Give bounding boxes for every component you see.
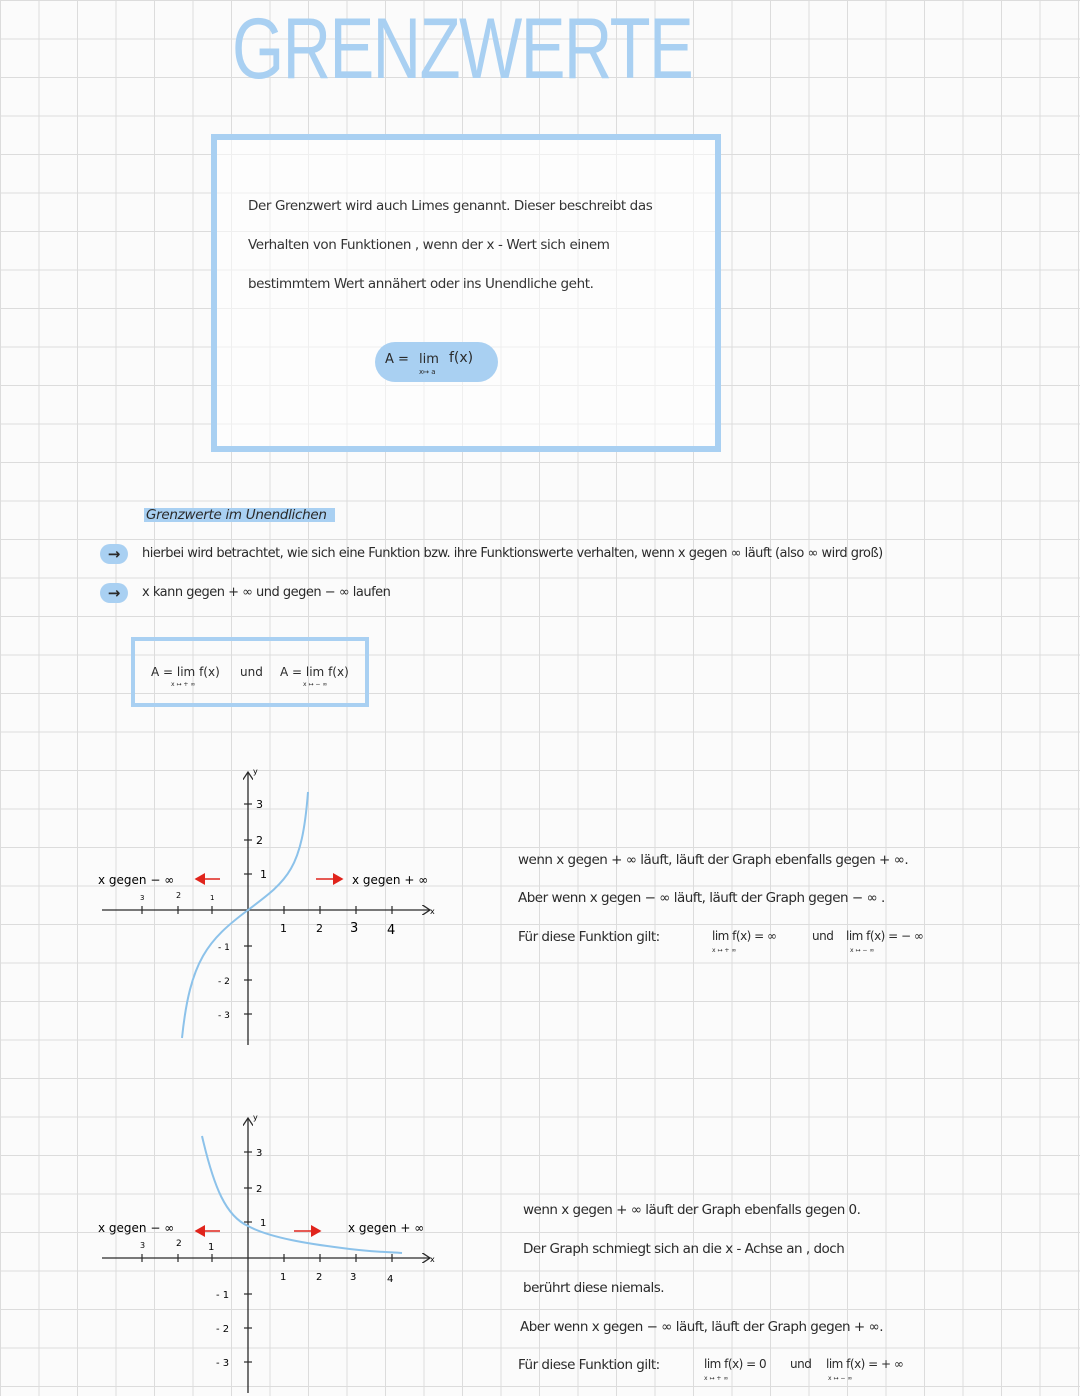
graph1-lim-minus-sub: x ↦ − ∞ bbox=[850, 947, 875, 954]
graph2-lim-plus: lim f(x) = 0 bbox=[704, 1357, 767, 1371]
ticks bbox=[142, 1152, 392, 1362]
arrow-bullet-icon: → bbox=[100, 583, 128, 603]
y-tick-3: 3 bbox=[256, 798, 263, 811]
graph-1 bbox=[90, 760, 450, 1050]
curve-cubic bbox=[182, 792, 308, 1038]
formula-lhs: A = bbox=[385, 352, 409, 367]
graph1-desc-1: wenn x gegen + ∞ läuft, läuft der Graph ebenfalls gegen + ∞. bbox=[518, 852, 909, 868]
formula-lim: lim bbox=[419, 352, 439, 367]
graph2-lim-minus: lim f(x) = + ∞ bbox=[826, 1357, 904, 1371]
graph2-right-label: x gegen + ∞ bbox=[348, 1221, 425, 1235]
x-axis-label: x bbox=[430, 1255, 435, 1264]
x-tick-neg-3: 3 bbox=[140, 1241, 146, 1250]
formula-sub: x↦ a bbox=[419, 368, 436, 376]
graph2-desc-2: Der Graph schmiegt sich an die x - Achse an , doch bbox=[523, 1241, 845, 1257]
graph2-desc-5: Für diese Funktion gilt: bbox=[518, 1357, 660, 1373]
x-tick-4: 4 bbox=[387, 923, 396, 938]
y-tick-3: 3 bbox=[256, 1148, 263, 1159]
graph1-lim-minus: lim f(x) = − ∞ bbox=[846, 929, 924, 943]
graph2-desc-1: wenn x gegen + ∞ läuft der Graph ebenfalls gegen 0. bbox=[523, 1202, 861, 1218]
section-heading: Grenzwerte im Unendlichen bbox=[144, 508, 335, 522]
graph1-lim-plus: lim f(x) = ∞ bbox=[712, 929, 777, 943]
graph2-left-label: x gegen − ∞ bbox=[98, 1221, 175, 1235]
graph2-desc-4: Aber wenn x gegen − ∞ läuft, läuft der Graph gegen + ∞. bbox=[520, 1319, 884, 1335]
y-tick-neg-3: - 3 bbox=[218, 1011, 230, 1021]
x-tick-neg-1: 1 bbox=[210, 894, 215, 902]
graph1-lim-plus-sub: x ↦ + ∞ bbox=[712, 947, 737, 954]
y-tick-1: 1 bbox=[260, 1218, 267, 1229]
graph1-desc-2: Aber wenn x gegen − ∞ läuft, läuft der Graph gegen − ∞ . bbox=[518, 890, 885, 906]
graph2-desc-3: berührt diese niemals. bbox=[523, 1280, 665, 1296]
x-tick-1: 1 bbox=[280, 1272, 287, 1283]
y-tick-neg-3: - 3 bbox=[216, 1358, 230, 1369]
x-tick-neg-1: 1 bbox=[208, 1242, 215, 1253]
formula-fx: f(x) bbox=[449, 350, 474, 366]
y-axis-label: y bbox=[253, 767, 258, 776]
x-tick-4: 4 bbox=[387, 1274, 394, 1285]
graph2-lim-minus-sub: x ↦ − ∞ bbox=[828, 1375, 853, 1382]
bullet-text-1: hierbei wird betrachtet, wie sich eine Funktion bzw. ihre Funktionswerte verhalten, wenn x gegen ∞ läuft (also ∞ wird groß) bbox=[142, 546, 883, 561]
x-tick-3: 3 bbox=[350, 1272, 357, 1283]
graph1-und: und bbox=[812, 929, 834, 943]
y-tick-2: 2 bbox=[256, 1184, 263, 1195]
x-tick-1: 1 bbox=[280, 922, 287, 935]
x-axis-label: x bbox=[430, 907, 435, 916]
y-tick-neg-2: - 2 bbox=[216, 1324, 230, 1335]
definition-line-2: Verhalten von Funktionen , wenn der x - Wert sich einem bbox=[248, 237, 610, 253]
formula-minus-infinity-sub: x ↦ − ∞ bbox=[303, 681, 328, 688]
formula-plus-infinity-sub: x ↦ + ∞ bbox=[171, 681, 196, 688]
arrow-bullet-icon: → bbox=[100, 544, 128, 564]
x-tick-3: 3 bbox=[350, 921, 359, 936]
x-tick-2: 2 bbox=[316, 1272, 323, 1283]
ticks bbox=[142, 804, 392, 1014]
y-tick-2: 2 bbox=[256, 834, 263, 847]
graph2-und: und bbox=[790, 1357, 812, 1371]
y-tick-neg-2: - 2 bbox=[218, 977, 230, 987]
x-tick-2: 2 bbox=[316, 922, 323, 935]
definition-box bbox=[211, 134, 721, 452]
definition-line-1: Der Grenzwert wird auch Limes genannt. Dieser beschreibt das bbox=[248, 198, 653, 214]
definition-line-3: bestimmtem Wert annähert oder ins Unendliche geht. bbox=[248, 276, 594, 292]
graph1-right-label: x gegen + ∞ bbox=[352, 873, 429, 887]
formula-und: und bbox=[240, 665, 263, 679]
limit-formula-pill bbox=[375, 342, 498, 382]
x-tick-neg-3: 3 bbox=[140, 894, 145, 902]
graph2-lim-plus-sub: x ↦ + ∞ bbox=[704, 1375, 729, 1382]
y-tick-1: 1 bbox=[260, 868, 267, 881]
formula-plus-infinity: A = lim f(x) bbox=[151, 665, 220, 679]
graph1-left-label: x gegen − ∞ bbox=[98, 873, 175, 887]
page-title: GRENZWERTE bbox=[232, 1, 693, 97]
y-axis-label: y bbox=[253, 1113, 258, 1122]
curve-exponential-decay bbox=[202, 1136, 402, 1253]
y-tick-neg-1: - 1 bbox=[218, 943, 230, 953]
x-tick-neg-2: 2 bbox=[176, 1239, 182, 1249]
y-tick-neg-1: - 1 bbox=[216, 1290, 230, 1301]
graph1-desc-3: Für diese Funktion gilt: bbox=[518, 929, 660, 945]
limit-formulas-box bbox=[131, 637, 369, 707]
bullet-text-2: x kann gegen + ∞ und gegen − ∞ laufen bbox=[142, 585, 391, 600]
formula-minus-infinity: A = lim f(x) bbox=[280, 665, 349, 679]
graph-2 bbox=[90, 1108, 450, 1396]
x-tick-neg-2: 2 bbox=[176, 891, 182, 900]
